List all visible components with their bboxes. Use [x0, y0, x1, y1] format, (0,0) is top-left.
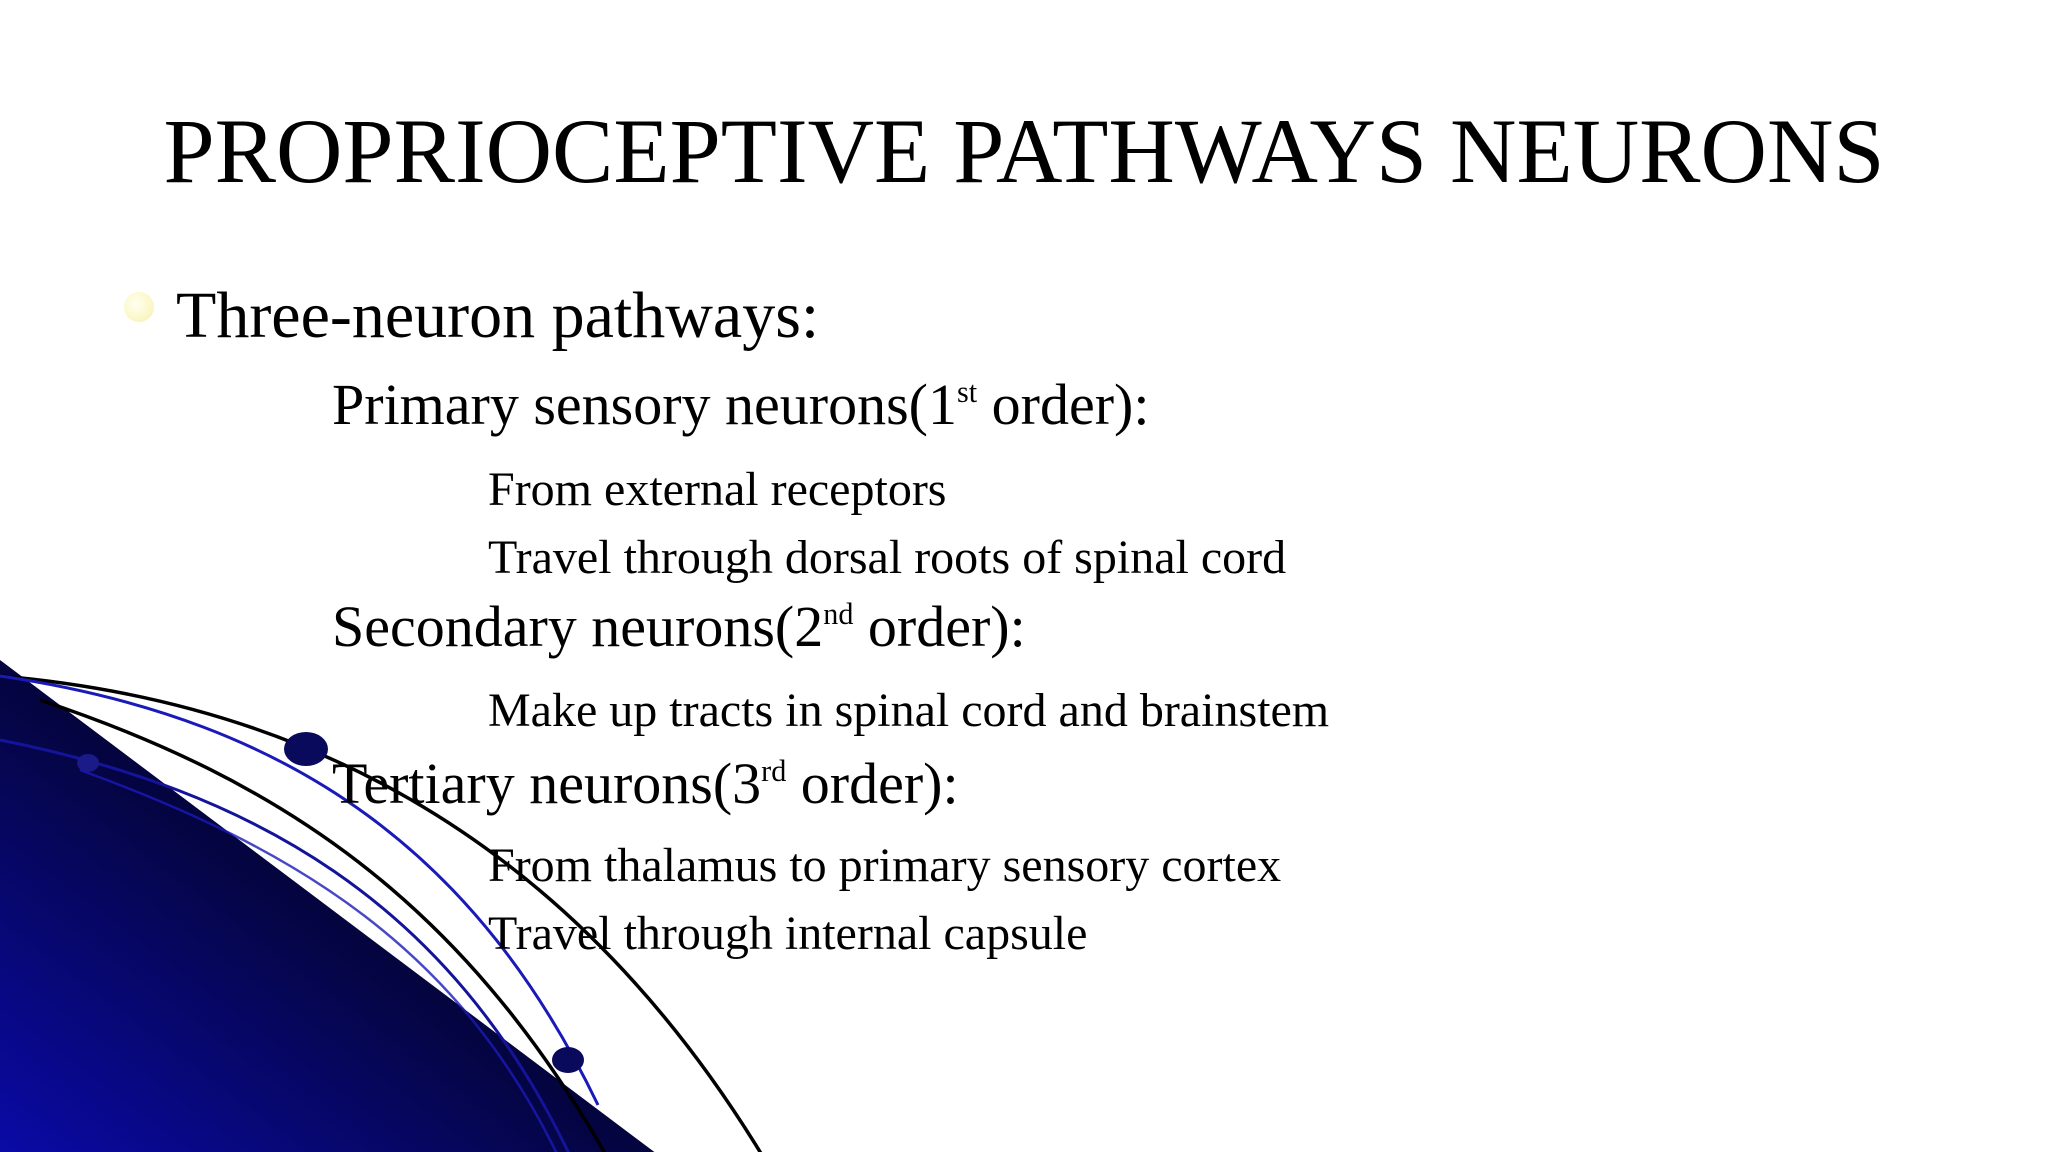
detail-text: From external receptors	[488, 463, 947, 516]
decor-dot-small-left	[77, 754, 99, 772]
detail-text: From thalamus to primary sensory cortex	[488, 839, 1282, 892]
detail-text: Make up tracts in spinal cord and brainstem	[488, 684, 1330, 737]
main-point: Three-neuron pathways:	[176, 279, 820, 352]
group-heading-tertiary: Tertiary neurons(3rd order):	[332, 751, 959, 816]
group-heading-secondary: Secondary neurons(2nd order):	[332, 594, 1026, 659]
detail-text: Travel through dorsal roots of spinal cord	[488, 531, 1287, 584]
ordinal-superscript: rd	[761, 753, 787, 788]
decor-dot-bottom	[552, 1047, 584, 1073]
slide-title: PROPRIOCEPTIVE PATHWAYS NEURONS	[163, 100, 1885, 202]
group-heading-primary: Primary sensory neurons(1st order):	[332, 372, 1150, 437]
detail-text: Travel through internal capsule	[488, 907, 1088, 960]
ordinal-superscript: st	[957, 374, 978, 409]
ordinal-superscript: nd	[823, 596, 854, 631]
decor-dot-large	[284, 732, 328, 766]
bullet-icon	[124, 292, 154, 322]
